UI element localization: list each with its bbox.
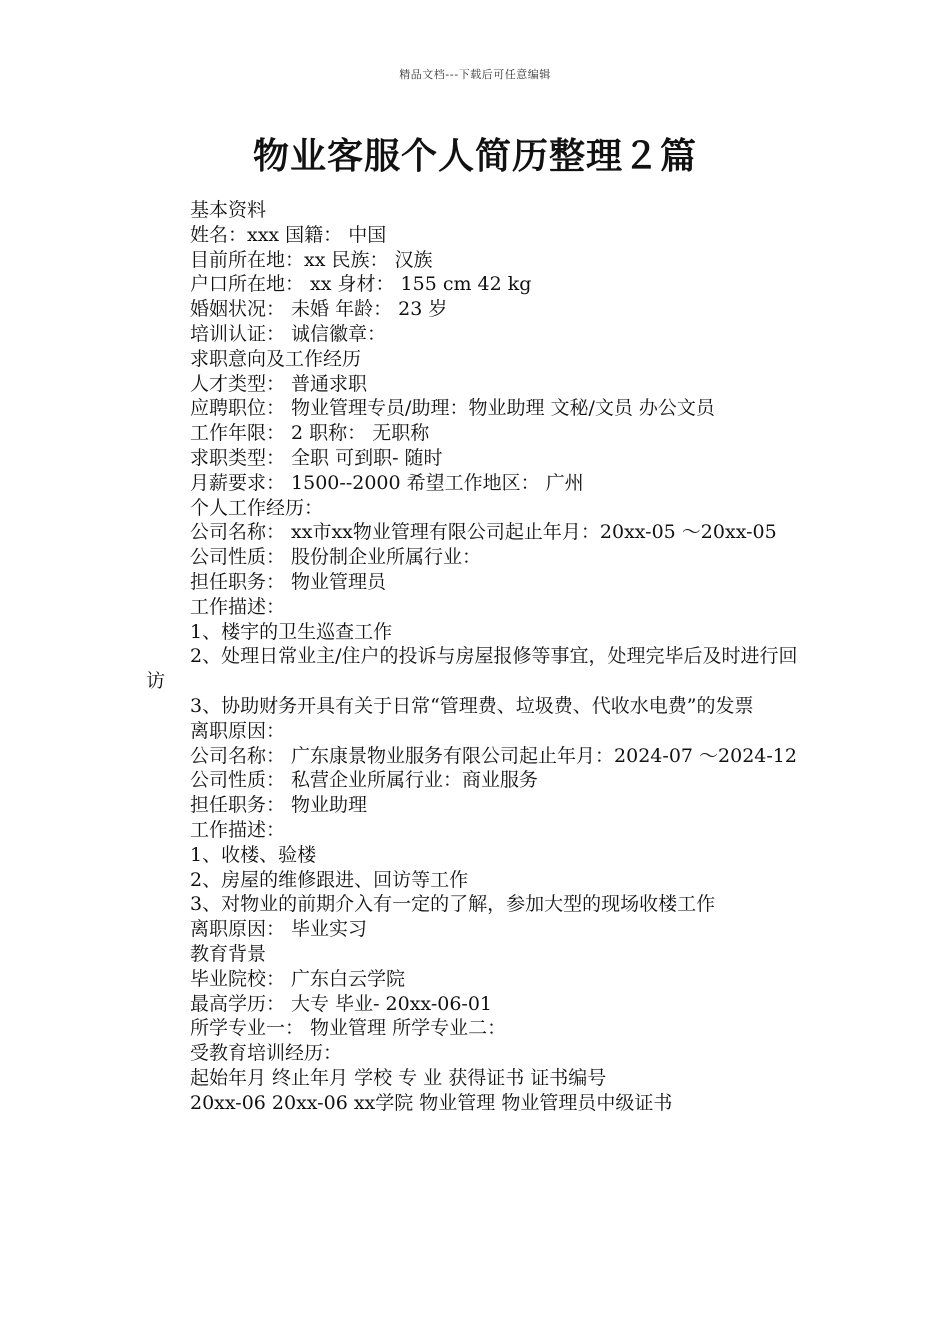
text-line: 1、楼宇的卫生巡查工作 xyxy=(190,620,393,643)
text-line: 离职原因： xyxy=(190,719,286,742)
text-line: 婚姻状况： 未婚 年龄： 23 岁 xyxy=(190,298,448,321)
text-line: 公司性质： 私营企业所属行业：商业服务 xyxy=(190,769,539,792)
text-line: 工作年限： 2 职称： 无职称 xyxy=(190,422,430,445)
text-line: 工作描述： xyxy=(190,818,286,841)
text-line: 个人工作经历： xyxy=(190,496,324,519)
text-line: 求职意向及工作经历 xyxy=(190,347,362,370)
text-line: 月薪要求： 1500--2000 希望工作地区： 广州 xyxy=(190,471,584,494)
text-line: 担任职务： 物业管理员 xyxy=(190,570,387,593)
text-line: 3、对物业的前期介入有一定的了解，参加大型的现场收楼工作 xyxy=(190,893,716,916)
text-line: 担任职务： 物业助理 xyxy=(190,794,368,817)
text-line: 公司名称： 广东康景物业服务有限公司起止年月：2024-07 ～2024-12 xyxy=(190,744,797,767)
text-line: 受教育培训经历： xyxy=(190,1042,343,1065)
resume-body xyxy=(146,198,812,1115)
text-line: 工作描述： xyxy=(190,595,286,618)
text-line: 公司性质： 股份制企业所属行业： xyxy=(190,546,482,569)
text-line: 培训认证： 诚信徽章： xyxy=(190,322,387,345)
text-line: 公司名称： xx市xx物业管理有限公司起止年月：20xx-05 ～20xx-05 xyxy=(190,521,777,544)
text-line: 教育背景 xyxy=(190,942,267,965)
text-line: 最高学历： 大专 毕业- 20xx-06-01 xyxy=(190,992,493,1015)
text-line: 1、收楼、验楼 xyxy=(190,843,317,866)
text-line: 目前所在地：xx 民族： 汉族 xyxy=(190,248,433,271)
text-line: 人才类型： 普通求职 xyxy=(190,372,368,395)
text-line: 20xx-06 20xx-06 xx学院 物业管理 物业管理员中级证书 xyxy=(190,1091,673,1114)
text-line: 求职类型： 全职 可到职- 随时 xyxy=(190,446,443,469)
text-line: 3、协助财务开具有关于日常“管理费、垃圾费、代收水电费”的发票 xyxy=(190,694,754,717)
text-line: 户口所在地： xx 身材： 155 cm 42 kg xyxy=(190,273,532,296)
text-line: 应聘职位： 物业管理专员/助理：物业助理 文秘/文员 办公文员 xyxy=(190,397,715,420)
text-line: 离职原因： 毕业实习 xyxy=(190,918,368,941)
text-line: 基本资料 xyxy=(190,199,267,221)
page-header-note: 精品文档---下载后可任意编辑 xyxy=(399,68,551,81)
text-line: 2、房屋的维修跟进、回访等工作 xyxy=(190,868,469,891)
text-line: 起始年月 终止年月 学校 专 业 获得证书 证书编号 xyxy=(190,1066,607,1089)
text-line: 2、处理日常业主/住户的投诉与房屋报修等事宜，处理完毕后及时进行回访 xyxy=(146,645,798,693)
text-line: 姓名：xxx 国籍： 中国 xyxy=(190,223,387,246)
document-title: 物业客服个人简历整理２篇 xyxy=(252,136,697,177)
text-line: 毕业院校： 广东白云学院 xyxy=(190,967,406,990)
text-line: 所学专业一： 物业管理 所学专业二： xyxy=(190,1017,507,1040)
